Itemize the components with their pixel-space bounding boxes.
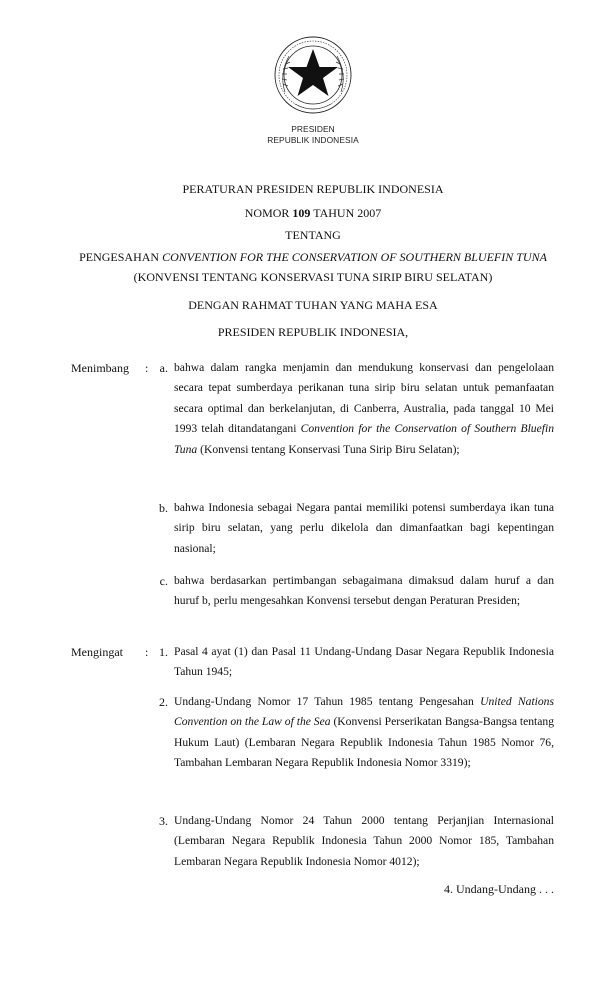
mengingat-2-text-after: (Konvensi Perserikatan Bangsa-Bangsa tentang Hukum Laut) (Lembaran Negara Republik Indonesia Tahun 1985 Nomor 76, Tambahan Lembaran Negara Republik Indonesia Nomor 3319); [174, 715, 554, 770]
menimbang-item-a [174, 358, 554, 460]
menimbang-label: Menimbang [71, 361, 129, 375]
org-line-presiden: PRESIDEN [291, 124, 335, 134]
nomor-value: 109 [292, 206, 311, 220]
mengingat-2-italic: United Nations Convention on the Law of the Sea [174, 695, 554, 729]
mengingat-item-2 [174, 692, 554, 774]
page-continuation: 4. Undang-Undang . . . [444, 882, 554, 896]
menimbang-colon: : [145, 361, 149, 375]
issuer-line: PRESIDEN REPUBLIK INDONESIA, [217, 325, 409, 339]
menimbang-a-text: bahwa dalam rangka menjamin dan mendukung konservasi dan pengelolaan secara tepat sumberdaya perikanan tuna sirip biru selatan untuk pemanfaatan secara optimal dan berkelanjutan, di Canberra, Australia, pada tanggal 10 Mei 1993 telah ditandatangani [174, 361, 554, 436]
menimbang-marker-b: b. [159, 501, 168, 515]
mengingat-marker-2: 2. [159, 695, 168, 709]
tahun-text: TAHUN 2007 [313, 206, 382, 220]
menimbang-marker-a: a. [159, 361, 168, 375]
garuda-star-emblem-icon [271, 34, 355, 116]
mengingat-item-1: Pasal 4 ayat (1) dan Pasal 11 Undang-Undang Dasar Negara Republik Indonesia Tahun 1945; [174, 645, 554, 679]
mengingat-item-3: Undang-Undang Nomor 24 Tahun 2000 tentang Perjanjian Internasional (Lembaran Negara Republik Indonesia Tahun 2000 Nomor 185, Tambahan Lembaran Negara Republik Indonesia Nomor 4012); [174, 814, 554, 868]
mengingat-colon: : [145, 645, 149, 659]
mengingat-marker-3: 3. [159, 814, 168, 828]
regulation-subject [60, 247, 566, 287]
mengingat-marker-1: 1. [159, 645, 168, 659]
mengingat-label: Mengingat [71, 645, 123, 659]
regulation-number [60, 204, 566, 222]
menimbang-a-text-after: (Konvensi tentang Konservasi Tuna Sirip Biru Selatan); [200, 442, 460, 456]
subject-italic: CONVENTION FOR THE CONSERVATION OF SOUTHERN BLUEFIN TUNA [162, 250, 547, 264]
menimbang-a-italic: Convention for the Conservation of Southern Bluefin Tuna [174, 422, 554, 456]
subject-rest: (KONVENSI TENTANG KONSERVASI TUNA SIRIP BIRU SELATAN) [133, 270, 493, 284]
org-line-republik: REPUBLIK INDONESIA [267, 135, 359, 145]
nomor-label: NOMOR [244, 206, 290, 220]
tentang-heading: TENTANG [285, 228, 341, 242]
menimbang-item-c: bahwa berdasarkan pertimbangan sebagaimana dimaksud dalam huruf a dan huruf b, perlu mengesahkan Konvensi tersebut dengan Peraturan Presiden; [174, 574, 554, 608]
regulation-title: PERATURAN PRESIDEN REPUBLIK INDONESIA [182, 182, 444, 196]
blessing-line: DENGAN RAHMAT TUHAN YANG MAHA ESA [188, 298, 438, 312]
menimbang-item-b: bahwa Indonesia sebagai Negara pantai memiliki potensi sumberdaya ikan tuna sirip biru selatan, yang perlu dikelola dan dimanfaatkan bagi kepentingan nasional; [174, 501, 554, 555]
subject-prefix: PENGESAHAN [79, 250, 160, 264]
menimbang-marker-c: c. [159, 574, 168, 588]
mengingat-2-text: Undang-Undang Nomor 17 Tahun 1985 tentang Pengesahan [174, 695, 474, 708]
